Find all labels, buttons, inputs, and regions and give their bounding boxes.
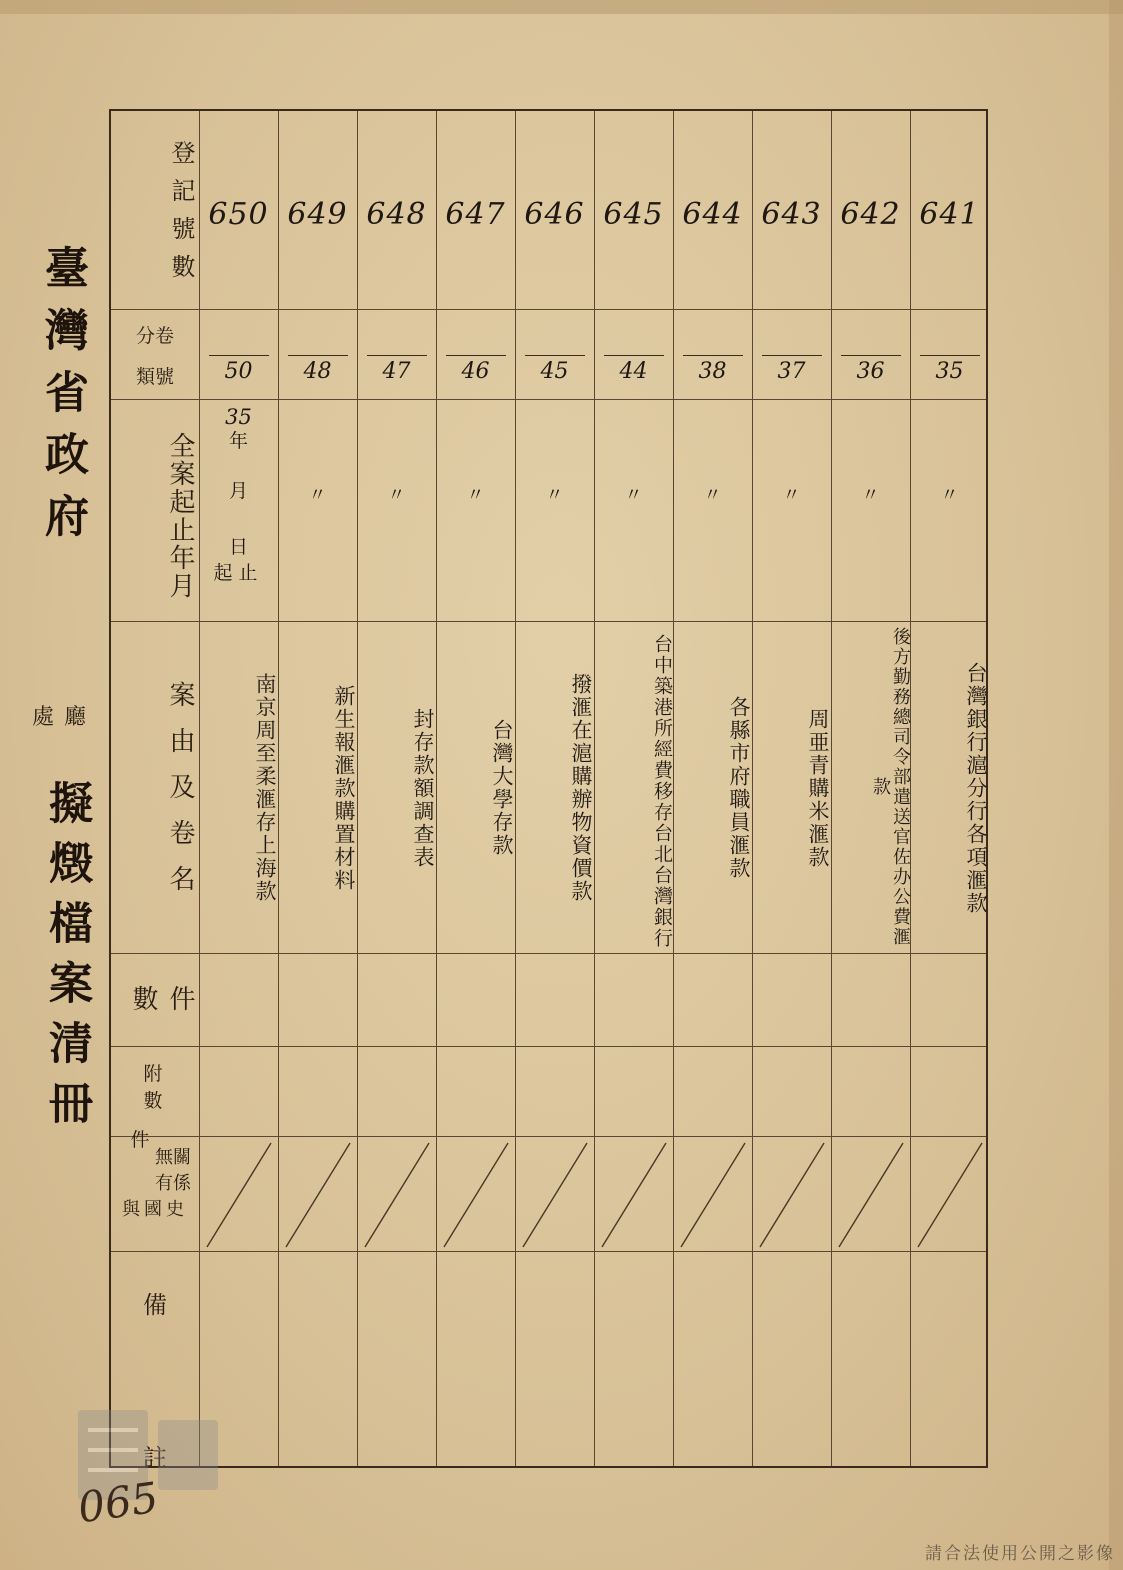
reg-number-cell: 643	[761, 197, 822, 232]
reg-number-cell: 646	[524, 197, 585, 232]
header-relation	[111, 1141, 199, 1246]
volume-number-cell: 37	[777, 359, 806, 384]
volume-number-cell: 46	[461, 359, 490, 384]
first-date-cell	[199, 403, 278, 619]
first-date-year-unit: 年	[228, 430, 248, 452]
header-subject: 案由及卷名	[165, 681, 195, 911]
first-date-day: 日	[228, 536, 248, 558]
volume-number-cell: 48	[303, 359, 332, 384]
header-attach-b: 件	[130, 1129, 150, 1151]
reg-number-cell: 650	[208, 197, 269, 232]
header-attachments	[111, 1051, 199, 1151]
subject-cell: 各縣市府職員滙款	[727, 696, 751, 880]
reg-number-cell: 642	[840, 197, 901, 232]
reg-number-cell: 641	[919, 197, 980, 232]
volume-number-cell: 36	[856, 359, 885, 384]
volume-number-cell: 38	[698, 359, 727, 384]
subject-cell: 南京周至柔滙存上海款	[253, 673, 277, 903]
date-cell: 〃	[466, 485, 485, 506]
office-label-ting: 廳	[64, 705, 87, 730]
reg-number-cell: 648	[366, 197, 427, 232]
date-cell: 〃	[861, 485, 880, 506]
subject-cell: 封存款額調查表	[411, 707, 435, 869]
volume-number-cell: 45	[540, 359, 569, 384]
header-reg-number: 登記號數	[167, 140, 195, 292]
usage-watermark: 請合法使用公開之影像	[925, 1544, 1115, 1564]
subject-cell: 撥滙在滬購辦物資價款	[569, 673, 593, 903]
subject-cell: 台中築港所經費移存台北台灣銀行	[651, 633, 673, 949]
header-relation-a: 無關	[155, 1147, 191, 1168]
date-cell: 〃	[782, 485, 801, 506]
reg-number-cell: 649	[287, 197, 348, 232]
date-cell: 〃	[940, 485, 959, 506]
first-date-start: 起	[213, 562, 239, 584]
reg-number-cell: 645	[603, 197, 664, 232]
reg-number-cell: 647	[445, 197, 506, 232]
volume-number-cell: 50	[224, 359, 253, 384]
date-cell: 〃	[545, 485, 564, 506]
header-relation-c: 與國史	[122, 1199, 188, 1220]
header-category-a: 分卷	[135, 325, 174, 347]
volume-number-cell: 44	[619, 359, 648, 384]
first-date-end: 止	[238, 562, 264, 584]
page-number: 065	[74, 1472, 162, 1533]
first-date-year: 35	[225, 405, 252, 429]
header-relation-b: 有係	[155, 1173, 191, 1194]
header-remarks-a: 備	[143, 1291, 167, 1319]
date-cell: 〃	[308, 485, 327, 506]
volume-number-cell: 35	[935, 359, 964, 384]
first-date-month: 月	[228, 480, 248, 502]
subject-cell: 後方勤務總司令部遣送官佐办公費滙款	[870, 627, 911, 947]
subject-cell: 新生報滙款購置材料	[332, 684, 356, 892]
reg-number-cell: 644	[682, 197, 743, 232]
header-attach-a: 附數	[143, 1063, 185, 1112]
paper-edge-right	[1109, 0, 1123, 1570]
date-cell: 〃	[387, 485, 406, 506]
document-subtitle: 擬燬檔案清冊	[41, 780, 92, 1140]
header-remarks-b: 註	[143, 1444, 167, 1472]
volume-number-cell: 47	[382, 359, 411, 384]
header-category	[111, 315, 199, 395]
subject-cell: 周亜青購米滙款	[806, 707, 830, 869]
header-category-b: 類號	[135, 366, 174, 388]
subject-cell: 台灣大學存款	[490, 719, 514, 857]
relation-row-strikes	[199, 1137, 989, 1251]
date-cell: 〃	[624, 485, 643, 506]
register-table	[109, 109, 988, 1472]
document-title: 臺灣省政府	[37, 245, 88, 555]
header-date-range: 全案起止年月	[165, 432, 195, 600]
subject-cell: 台灣銀行滬分行各項滙款	[964, 661, 988, 915]
office-label-chu: 處	[32, 705, 55, 730]
header-count: 件數	[128, 984, 195, 1023]
office-labels	[32, 700, 96, 731]
paper-edge-top	[0, 0, 1123, 14]
date-cell: 〃	[703, 485, 722, 506]
